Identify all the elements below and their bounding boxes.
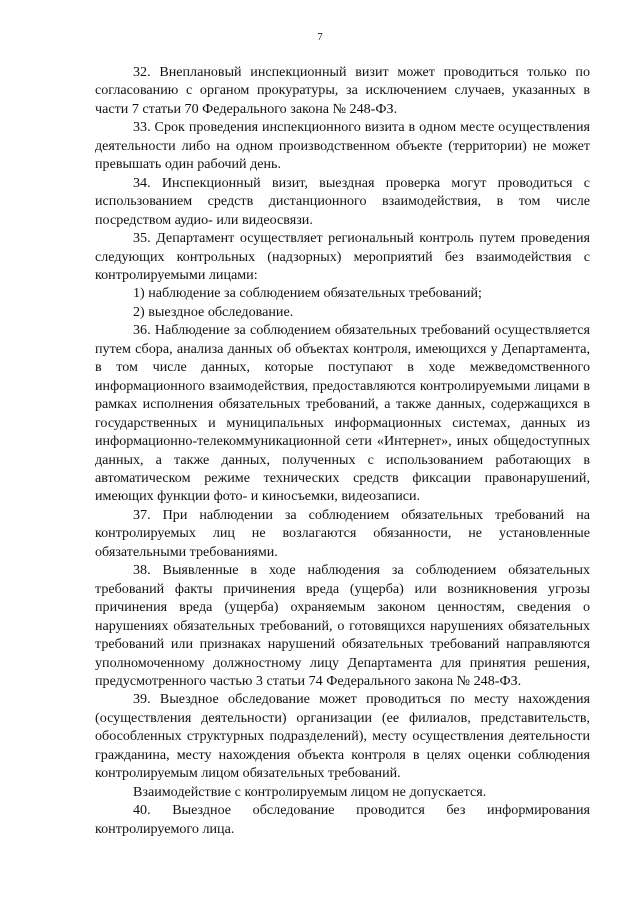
- list-item-2: 2) выездное обследование.: [133, 303, 294, 320]
- paragraph-35: 35. Департамент осуществляет региональный контроль путем проведения следующих контрольных (надзорных) мероприятий без взаимодействия с контролируемыми лицами:: [95, 230, 590, 283]
- paragraph-36: 36. Наблюдение за соблюдением обязательных требований осуществляется путем сбора, анализа данных об объектах контроля, имеющихся у Департамента, в том числе данных, которые поступают в ходе межведомственного информационного взаимодействия, предоставляются контролируемыми лицами в рамках исполнения обязательных требований, а также данных, содержащихся в государственных и муниципальных информационных системах, данных из информационно-телекоммуникационной сети «Интернет», иных общедоступных данных, а также данных, полученных с использованием работающих в автоматическом режиме технических средств фиксации правонарушений, имеющих функции фото- и киносъемки, видеозаписи.: [95, 322, 590, 505]
- paragraph-33: 33. Срок проведения инспекционного визита в одном месте осуществления деятельности либо на одном производственном объекте (территории) не может превышать один рабочий день.: [95, 119, 590, 173]
- paragraph-38: 38. Выявленные в ходе наблюдения за соблюдением обязательных требований факты причинения вреда (ущерба) или возникновения угрозы причинения вреда (ущерба) охраняемым законом ценностям, сведения о нарушениях обязательных требований, о готовящихся нарушениях обязательных требований или признаках нарушений обязательных требований направляются уполномоченному должностному лицу Департамента для принятия решения, предусмотренного частью 3 статьи 74 Федерального закона № 248-ФЗ.: [95, 562, 590, 689]
- paragraph-39: 39. Выездное обследование может проводиться по месту нахождения (осуществления деятельности) организации (ее филиалов, представительств, обособленных структурных подразделений), месту осуществления деятельности гражданина, месту нахождения объекта контроля в целях оценки соблюдения контролируемым лицом обязательных требований.: [95, 691, 590, 782]
- paragraph-32: 32. Внеплановый инспекционный визит может проводиться только по согласованию с органом прокуратуры, за исключением случаев, указанных в части 7 статьи 70 Федерального закона № 248-ФЗ.: [95, 64, 590, 117]
- paragraph-40: 40. Выездное обследование проводится без информирования контролируемого лица.: [95, 802, 590, 837]
- paragraph-39-note: Взаимодействие с контролируемым лицом не допускается.: [133, 783, 487, 800]
- document-body: [95, 63, 590, 838]
- list-item-1: 1) наблюдение за соблюдением обязательных требований;: [133, 285, 482, 302]
- paragraph-37: 37. При наблюдении за соблюдением обязательных требований на контролируемых лиц не возлагаются обязанности, не установленные обязательными требованиями.: [95, 506, 590, 560]
- paragraph-34: 34. Инспекционный визит, выездная проверка могут проводиться с использованием средств дистанционного взаимодействия, в том числе посредством аудио- или видеосвязи.: [95, 174, 590, 228]
- page-number: 7: [317, 31, 323, 43]
